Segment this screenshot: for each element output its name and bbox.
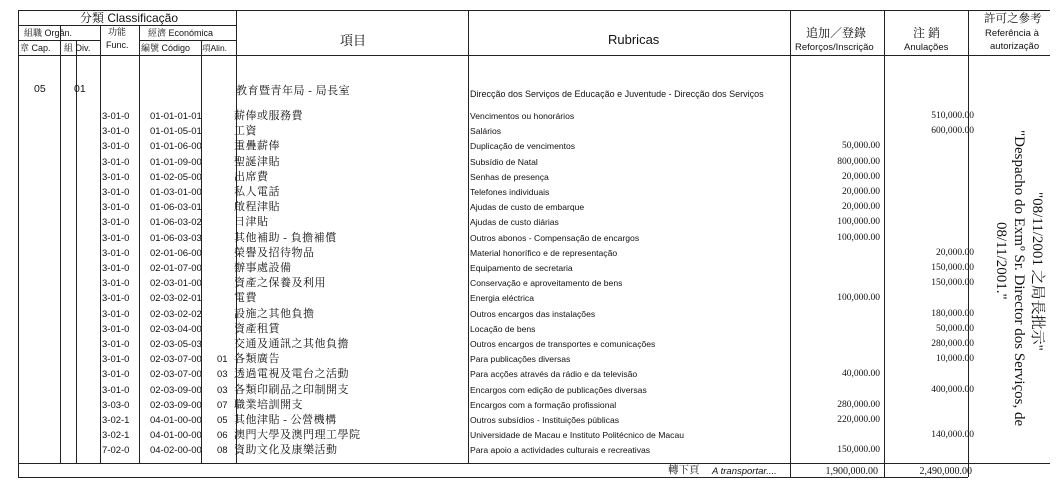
row-item-zh: 其他補助 - 負擔補償 — [234, 231, 337, 244]
div-label: 組 Div. — [64, 43, 91, 53]
row-alinea: 08 — [217, 445, 228, 457]
organica-label: 組職 Orgân. — [24, 28, 73, 38]
table-row — [0, 352, 1000, 367]
rubricas-header: Rubricas — [608, 32, 660, 47]
row-item-zh: 辦事處設備 — [234, 262, 292, 274]
table-row — [0, 443, 1000, 458]
row-rubrica-pt: Ajudas de custo diárias — [470, 217, 559, 228]
reference-line1: "08/11/2001 之局長批示" — [1029, 192, 1045, 351]
row-reforco: 100,000.00 — [837, 232, 880, 243]
table-row — [0, 322, 1000, 337]
row-rubrica-pt: Outros encargos das instalações — [470, 308, 596, 319]
rule-header-bottom — [18, 55, 1050, 56]
row-rubrica-pt: Outros encargos de transportes e comunicações — [470, 339, 656, 349]
row-item-zh: 工資 — [234, 125, 257, 138]
section-title-zh: 教育暨青年局 - 局長室 — [236, 85, 351, 97]
table-row — [0, 155, 1000, 170]
row-rubrica-pt: Conservação e aproveitamento de bens — [470, 278, 623, 289]
row-func: 3-01-0 — [102, 111, 130, 122]
table-row — [0, 215, 1000, 230]
rule-footer-bottom — [18, 477, 968, 478]
row-item-zh: 職業培訓開支 — [234, 398, 303, 411]
table-row — [0, 185, 1000, 200]
table-row — [0, 124, 1000, 139]
row-item-zh: 設施之其他負擔 — [234, 307, 315, 320]
row-codigo: 01-01-01-01 — [150, 111, 202, 122]
row-item-zh: 資產之保養及利用 — [234, 277, 326, 290]
row-func: 3-03-0 — [102, 399, 130, 411]
row-rubrica-pt: Locação de bens — [470, 323, 536, 334]
row-rubrica-pt: Encargos com edição de publicações diversas — [470, 384, 647, 395]
row-item-zh: 透過電視及電台之活動 — [234, 368, 349, 381]
row-item-zh: 私人電話 — [234, 186, 280, 198]
codigo-label: 編號 Código — [141, 43, 191, 53]
row-item-zh: 榮譽及招待物品 — [234, 246, 315, 259]
row-rubrica-pt: Ajudas de custo de embarque — [470, 202, 585, 213]
row-item-zh: 各類廣告 — [234, 353, 280, 366]
row-anulacao: 20,000.00 — [936, 247, 974, 258]
row-rubrica-pt: Encargos com a formação profissional — [470, 399, 617, 410]
row-rubrica-pt: Telefones individuais — [470, 187, 550, 197]
row-func: 7-02-0 — [102, 445, 130, 457]
row-item-zh: 啟程津貼 — [234, 201, 280, 214]
table-row — [0, 398, 1000, 413]
row-codigo: 02-03-02-01 — [150, 293, 202, 305]
row-codigo: 01-01-09-00 — [150, 156, 202, 168]
row-item-zh: 澳門大學及澳門理工學院 — [234, 429, 361, 442]
row-func: 3-01-0 — [102, 217, 130, 229]
row-codigo: 02-03-07-00 — [150, 369, 202, 381]
table-row — [0, 261, 1000, 276]
row-item-zh: 出席費 — [234, 170, 269, 183]
row-codigo: 02-03-01-00 — [150, 278, 202, 290]
row-item-zh: 薪俸或服務費 — [234, 110, 303, 122]
reforcos-pt-header: Reforços/Inscrição — [795, 42, 874, 53]
row-alinea: 03 — [217, 384, 228, 396]
row-alinea: 05 — [217, 415, 228, 426]
table-row — [0, 276, 1000, 291]
row-func: 3-01-0 — [102, 187, 130, 198]
row-anulacao: 150,000.00 — [931, 278, 974, 289]
table-row — [0, 246, 1000, 261]
row-codigo: 02-03-02-02 — [150, 308, 202, 320]
row-alinea: 07 — [217, 399, 228, 411]
row-codigo: 02-03-05-03 — [150, 339, 202, 350]
row-func: 3-02-1 — [102, 430, 130, 442]
table-row — [0, 337, 1000, 352]
footer-label-pt: A transportar.... — [712, 466, 777, 477]
row-codigo: 01-01-06-00 — [150, 141, 202, 153]
rule-org-sub — [18, 40, 100, 41]
row-func: 3-02-1 — [102, 415, 130, 426]
row-reforco: 220,000.00 — [837, 415, 880, 425]
row-rubrica-pt: Para apoio a actividades culturais e recreativas — [470, 445, 651, 456]
row-func: 3-01-0 — [102, 308, 130, 320]
row-rubrica-pt: Subsídio de Natal — [470, 156, 538, 167]
row-func: 3-01-0 — [102, 171, 130, 183]
row-reforco: 280,000.00 — [837, 399, 880, 410]
row-func: 3-01-0 — [102, 323, 130, 335]
footer-label-zh: 轉下頁 — [668, 465, 700, 476]
row-func: 3-01-0 — [102, 263, 130, 274]
ref-zh-header: 許可之參考 — [984, 13, 1042, 25]
ref-pt2-header: autorização — [990, 41, 1040, 52]
row-anulacao: 180,000.00 — [931, 308, 974, 319]
row-codigo: 04-01-00-00 — [150, 415, 202, 426]
row-reforco: 100,000.00 — [837, 217, 880, 228]
row-anulacao: 600,000.00 — [931, 126, 974, 137]
ref-pt1-header: Referência à — [985, 28, 1039, 39]
row-anulacao: 140,000.00 — [931, 430, 974, 441]
row-codigo: 01-01-05-01 — [150, 126, 202, 138]
reference-line3: 08/11/2001." — [993, 222, 1009, 300]
row-codigo: 02-03-07-00 — [150, 354, 202, 366]
footer-total-anulacoes: 2,490,000.00 — [919, 466, 972, 477]
row-rubrica-pt: Energia eléctrica — [470, 293, 535, 304]
row-func: 3-01-0 — [102, 232, 130, 244]
table-row — [0, 231, 1000, 246]
row-rubrica-pt: Salários — [470, 126, 502, 137]
table-row — [0, 383, 1000, 398]
rule-body-bottom — [18, 463, 1050, 464]
anulacoes-zh-header: 注 銷 — [913, 26, 941, 40]
alinea-label: 項Alin. — [202, 43, 228, 53]
row-codigo: 02-03-09-00 — [150, 384, 202, 396]
table-row — [0, 428, 1000, 443]
row-reforco: 800,000.00 — [837, 156, 880, 167]
row-anulacao: 10,000.00 — [936, 354, 974, 365]
section-cap: 05 — [34, 83, 46, 95]
row-reforco: 20,000.00 — [842, 202, 880, 213]
table-row — [0, 291, 1000, 306]
row-codigo: 01-02-05-00 — [150, 171, 202, 183]
table-row — [0, 170, 1000, 185]
item-header: 項目 — [340, 33, 367, 48]
rule-eco-sub — [139, 40, 236, 41]
row-anulacao: 280,000.00 — [931, 339, 974, 349]
row-func: 3-01-0 — [102, 369, 130, 381]
row-alinea: 06 — [217, 430, 228, 442]
rule-class-sub — [18, 25, 236, 26]
classificacao-label: 分類 Classificação — [80, 11, 179, 25]
row-func: 3-01-0 — [102, 339, 130, 350]
row-alinea: 03 — [217, 369, 228, 381]
row-item-zh: 各類印刷品之印制開支 — [234, 383, 349, 396]
row-codigo: 04-02-00-00 — [150, 445, 202, 457]
economica-label: 經濟 Económica — [148, 28, 214, 38]
row-codigo: 02-01-06-00 — [150, 247, 202, 259]
row-func: 3-01-0 — [102, 202, 130, 214]
table-row — [0, 109, 1000, 124]
table-row — [0, 200, 1000, 215]
row-item-zh: 交通及通訊之其他負擔 — [234, 338, 349, 350]
row-codigo: 01-06-03-02 — [150, 217, 202, 229]
table-row — [0, 307, 1000, 322]
row-rubrica-pt: Senhas de presença — [470, 171, 549, 182]
row-item-zh: 聖誕津貼 — [234, 155, 280, 168]
row-func: 3-01-0 — [102, 293, 130, 305]
cap-label: 章 Cap. — [20, 43, 51, 53]
anulacoes-pt-header: Anulações — [904, 42, 949, 53]
section-div: 01 — [74, 83, 86, 95]
reference-line2: "Despacho do Exmº Sr. Director dos Serviços, de — [1011, 130, 1027, 427]
row-func: 3-01-0 — [102, 278, 130, 290]
row-item-zh: 電費 — [234, 292, 257, 305]
row-reforco: 150,000.00 — [837, 445, 880, 456]
row-func: 3-01-0 — [102, 141, 130, 153]
row-codigo: 01-03-01-00 — [150, 187, 202, 198]
row-item-zh: 重疊薪俸 — [234, 140, 280, 153]
row-codigo: 01-06-03-01 — [150, 202, 202, 214]
row-anulacao: 50,000.00 — [936, 323, 974, 334]
row-item-zh: 日津貼 — [234, 216, 269, 229]
table-row — [0, 139, 1000, 154]
table-row — [0, 413, 1000, 428]
section-title-pt: Direcção dos Serviços de Educação e Juventude - Direcção dos Serviços — [470, 89, 764, 99]
row-rubrica-pt: Outros abonos - Compensação de encargos — [470, 232, 640, 243]
row-alinea: 01 — [217, 354, 228, 366]
row-rubrica-pt: Vencimentos ou honorários — [470, 111, 575, 121]
row-rubrica-pt: Outros subsídios - Instituições públicas — [470, 415, 620, 425]
row-reforco: 20,000.00 — [842, 187, 880, 197]
reforcos-zh-header: 追加／登錄 — [806, 26, 867, 40]
row-codigo: 02-03-09-00 — [150, 399, 202, 411]
row-rubrica-pt: Universidade de Macau e Instituto Politécnico de Macau — [470, 430, 685, 441]
row-func: 3-01-0 — [102, 247, 130, 259]
row-reforco: 20,000.00 — [842, 171, 880, 182]
row-reforco: 40,000.00 — [842, 369, 880, 380]
func-pt-label: Func. — [106, 40, 129, 50]
row-anulacao: 510,000.00 — [931, 111, 974, 121]
row-anulacao: 400,000.00 — [931, 384, 974, 395]
row-func: 3-01-0 — [102, 384, 130, 396]
table-row — [0, 367, 1000, 382]
row-rubrica-pt: Para acções através da rádio e da televisão — [470, 369, 638, 380]
row-rubrica-pt: Equipamento de secretaria — [470, 263, 573, 273]
row-item-zh: 資產租賃 — [234, 322, 280, 335]
row-reforco: 100,000.00 — [837, 293, 880, 304]
row-codigo: 01-06-03-03 — [150, 232, 202, 244]
row-codigo: 02-03-04-00 — [150, 323, 202, 335]
row-func: 3-01-0 — [102, 156, 130, 168]
row-anulacao: 150,000.00 — [931, 263, 974, 273]
row-rubrica-pt: Material honorífico e de representação — [470, 247, 618, 258]
footer-total-reforcos: 1,900,000.00 — [825, 466, 878, 477]
row-item-zh: 資助文化及康樂活動 — [234, 444, 338, 457]
row-rubrica-pt: Para publicações diversas — [470, 354, 571, 365]
row-func: 3-01-0 — [102, 126, 130, 138]
row-codigo: 02-01-07-00 — [150, 263, 202, 274]
func-zh-label: 功能 — [108, 27, 127, 37]
row-codigo: 04-01-00-00 — [150, 430, 202, 442]
row-item-zh: 其他津貼 - 公營機構 — [234, 414, 337, 426]
row-func: 3-01-0 — [102, 354, 130, 366]
row-reforco: 50,000.00 — [842, 141, 880, 152]
row-rubrica-pt: Duplicação de vencimentos — [470, 141, 576, 152]
